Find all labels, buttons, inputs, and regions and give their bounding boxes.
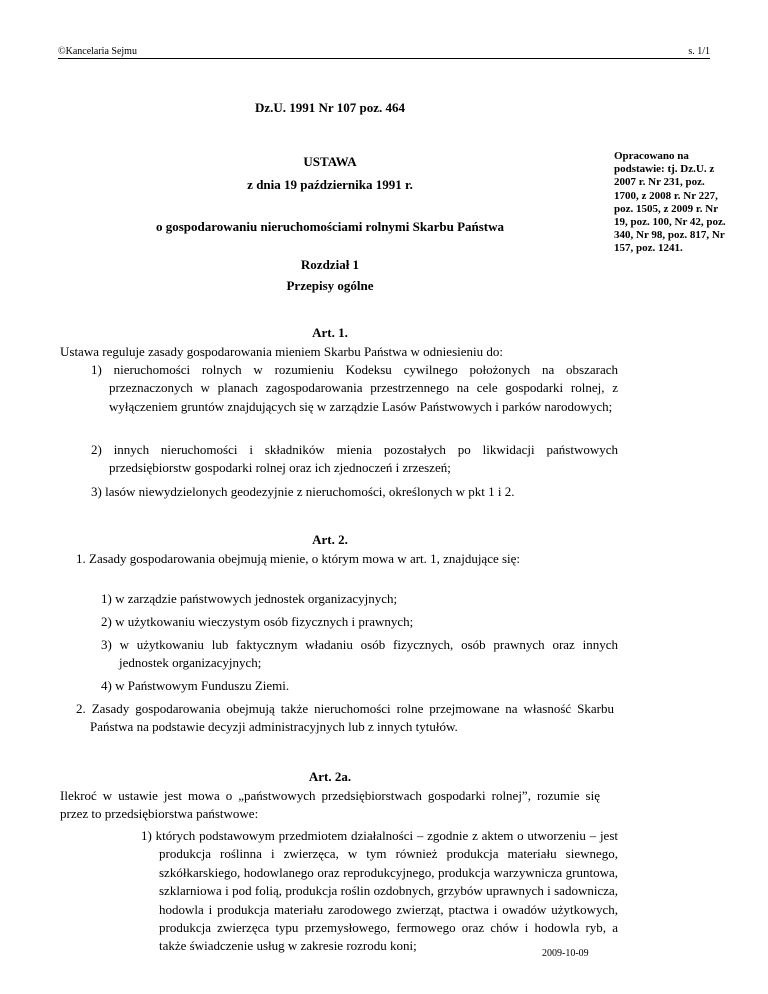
document-title: Dz.U. 1991 Nr 107 poz. 464: [255, 100, 405, 115]
art1-item-2: 2) innych nieruchomości i składników mienia pozostałych po likwidacji państwowych przedsiębiorstw gospodarki rolnej oraz ich zjednoczeń i zrzeszeń;: [91, 442, 618, 476]
art2-item-3: 3) w użytkowaniu lub faktycznym władaniu osób fizycznych, osób prawnych oraz innych jednostek organizacyjnych;: [101, 637, 618, 671]
art2-paragraph-2: 2. Zasady gospodarowania obejmują także nieruchomości rolne przejmowane na własność Skarbu Państwa na podstawie decyzji administracyjnych lub z innych tytułów.: [76, 701, 614, 735]
chapter-number: Rozdział 1: [300, 257, 360, 272]
act-subject: o gospodarowaniu nieruchomościami rolnymi Skarbu Państwa: [155, 219, 505, 234]
chapter-title: Przepisy ogólne: [286, 278, 374, 293]
header-rule: [58, 58, 710, 59]
footer-date: 2009-10-09: [542, 948, 589, 959]
art2a-intro: Ilekroć w ustawie jest mowa o „państwowych przedsiębiorstwach gospodarki rolnej”, rozumie się przez to przedsiębiorstwa państwowe:: [60, 788, 600, 822]
header-source: ©Kancelaria Sejmu: [58, 46, 137, 57]
act-type: USTAWA: [303, 154, 357, 169]
header-page-number: s. 1/1: [688, 46, 710, 57]
art1-item-3: 3) lasów niewydzielonych geodezyjnie z nieruchomości, określonych w pkt 1 i 2.: [91, 484, 515, 499]
act-date: z dnia 19 października 1991 r.: [247, 177, 413, 192]
art2a-title: Art. 2a.: [308, 769, 352, 784]
art2-title: Art. 2.: [312, 532, 348, 547]
art1-item-1: 1) nieruchomości rolnych w rozumieniu Kodeksu cywilnego położonych na obszarach przeznaczonych w planach zagospodarowania przestrzennego na cele gospodarki rolnej, z wyłączeniem gruntów znajdujących się w zarządzie Lasów Państwowych i parków narodowych;: [91, 362, 618, 414]
art1-intro: Ustawa reguluje zasady gospodarowania mieniem Skarbu Państwa w odniesieniu do:: [60, 344, 503, 359]
art2-item-1: 1) w zarządzie państwowych jednostek organizacyjnych;: [101, 591, 398, 606]
margin-note: Opracowano na podstawie: tj. Dz.U. z 2007 r. Nr 231, poz. 1700, z 2008 r. Nr 227, poz. 1505, z 2009 r. Nr 19, poz. 100, Nr 42, poz. 340, Nr 98, poz. 817, Nr 157, poz. 1241.: [614, 150, 726, 255]
art2-item-4: 4) w Państwowym Funduszu Ziemi.: [101, 678, 290, 693]
art2-paragraph-1: 1. Zasady gospodarowania obejmują mienie, o którym mowa w art. 1, znajdujące się:: [76, 551, 521, 566]
art2-item-2: 2) w użytkowaniu wieczystym osób fizycznych i prawnych;: [101, 614, 414, 629]
art1-title: Art. 1.: [312, 325, 348, 340]
art2a-item-1: 1) których podstawowym przedmiotem działalności – zgodnie z aktem o utworzeniu – jest produkcja roślinna i zwierzęca, w tym również produkcja materiału siewnego, szkółkarskiego, hodowlanego oraz reprodukcyjnego, produkcja warzywnicza gruntowa, szklarniowa i pod folią, produkcja roślin ozdobnych, grzybów uprawnych i sadownicza, hodowla i produkcja materiału zarodowego zwierząt, ptactwa i owadów użytkowych, produkcja zwierzęca typu przemysłowego, fermowego oraz chów i hodowla ryb, a także świadczenie usług w zakresie rozrodu koni;: [141, 828, 618, 954]
